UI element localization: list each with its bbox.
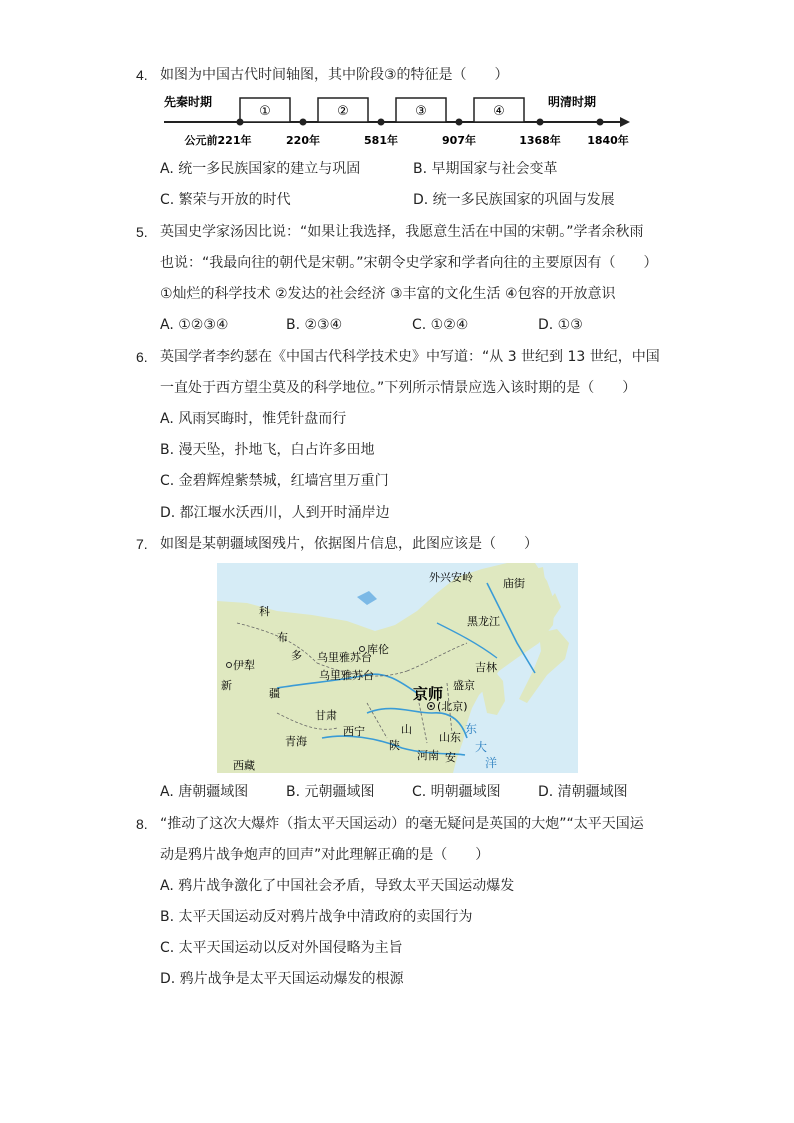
question-stem-line: 英国学者李约瑟在《中国古代科学技术史》中写道：“从 3 世纪到 13 世纪，中国 bbox=[160, 349, 660, 365]
option-a[interactable]: A. ①②③④ bbox=[160, 317, 229, 333]
map-label: (北京) bbox=[437, 700, 468, 713]
option-d[interactable]: D. ①③ bbox=[538, 317, 583, 333]
option-c[interactable]: C. 明朝疆域图 bbox=[412, 784, 501, 800]
map-label: 西藏 bbox=[233, 759, 255, 772]
map-label: 盛京 bbox=[453, 679, 475, 692]
question-number: 8. bbox=[136, 816, 148, 832]
timeline-diagram bbox=[160, 92, 635, 152]
map-label: 吉林 bbox=[475, 661, 497, 674]
map-label: 东 bbox=[465, 722, 478, 736]
stage-4: ④ bbox=[493, 104, 505, 119]
option-b[interactable]: B. 早期国家与社会变革 bbox=[413, 161, 558, 177]
option-c[interactable]: C. 太平天国运动以反对外国侵略为主旨 bbox=[160, 940, 403, 956]
option-d[interactable]: D. 都江堰水沃西川，人到开时涌岸边 bbox=[160, 505, 390, 521]
map-label: 山东 bbox=[439, 731, 461, 744]
question-number: 5. bbox=[136, 224, 148, 240]
question-stem-line: 一直处于西方望尘莫及的科学地位。”下列所示情景应选入该时期的是（ ） bbox=[160, 380, 637, 396]
map-label: 黑龙江 bbox=[467, 615, 500, 628]
option-a[interactable]: A. 鸦片战争激化了中国社会矛盾，导致太平天国运动爆发 bbox=[160, 878, 515, 894]
year-label: 公元前221年 bbox=[184, 134, 252, 147]
option-c[interactable]: C. 繁荣与开放的时代 bbox=[160, 192, 291, 208]
option-a[interactable]: A. 风雨冥晦时，惟凭针盘而行 bbox=[160, 411, 347, 427]
option-c[interactable]: C. 金碧辉煌紫禁城，红墙宫里万重门 bbox=[160, 473, 389, 489]
option-b[interactable]: B. 元朝疆域图 bbox=[286, 784, 375, 800]
map-label: 新 bbox=[221, 679, 232, 692]
year-label: 1368年 bbox=[519, 134, 561, 147]
option-b[interactable]: B. ②③④ bbox=[286, 317, 343, 333]
map-label: 疆 bbox=[269, 687, 280, 700]
map-label: 河南 bbox=[417, 749, 439, 762]
question-number: 4. bbox=[136, 67, 148, 83]
option-c[interactable]: C. ①②④ bbox=[412, 317, 469, 333]
map-label: 青海 bbox=[285, 735, 307, 748]
map-label: 科 bbox=[259, 605, 270, 618]
option-b[interactable]: B. 漫天坠，扑地飞，白占许多田地 bbox=[160, 442, 375, 458]
territory-map bbox=[217, 563, 578, 773]
question-stem: 如图是某朝疆域图残片，依据图片信息，此图应该是（ ） bbox=[160, 536, 538, 552]
year-label: 1840年 bbox=[587, 134, 629, 147]
map-label: 西宁 bbox=[343, 725, 365, 738]
year-label: 907年 bbox=[442, 134, 476, 147]
option-d[interactable]: D. 鸦片战争是太平天国运动爆发的根源 bbox=[160, 971, 404, 987]
map-label: 京师 bbox=[413, 685, 444, 703]
map-label: 库伦 bbox=[367, 643, 389, 656]
question-stem-line: ①灿烂的科学技术 ②发达的社会经济 ③丰富的文化生活 ④包容的开放意识 bbox=[160, 286, 616, 302]
option-a[interactable]: A. 统一多民族国家的建立与巩固 bbox=[160, 161, 361, 177]
map-label: 庙街 bbox=[503, 577, 525, 590]
option-b[interactable]: B. 太平天国运动反对鸦片战争中清政府的卖国行为 bbox=[160, 909, 473, 925]
option-d[interactable]: D. 统一多民族国家的巩固与发展 bbox=[413, 192, 615, 208]
map-label: 安 bbox=[445, 751, 456, 764]
stage-1: ① bbox=[259, 104, 271, 119]
map-label: 多 bbox=[291, 649, 302, 662]
stage-2: ② bbox=[337, 104, 349, 119]
question-stem-line: 也说：“我最向往的朝代是宋朝。”宋朝令史学家和学者向往的主要原因有（ ） bbox=[160, 255, 658, 271]
map-label: 洋 bbox=[485, 756, 498, 770]
map-label: 伊犁 bbox=[233, 659, 255, 672]
map-label: 甘肃 bbox=[315, 709, 337, 722]
map-label: 乌里雅苏台 bbox=[319, 669, 374, 682]
question-stem-line: 动是鸦片战争炮声的回声”对此理解正确的是（ ） bbox=[160, 847, 490, 863]
map-label: 外兴安岭 bbox=[429, 571, 473, 584]
map-label: 大 bbox=[475, 740, 488, 754]
year-label: 581年 bbox=[364, 134, 398, 147]
map-label: 布 bbox=[277, 631, 288, 644]
timeline-left-label: 先秦时期 bbox=[164, 95, 213, 109]
question-stem: 如图为中国古代时间轴图，其中阶段③的特征是（ ） bbox=[160, 67, 509, 83]
map-label: 陕 bbox=[389, 739, 400, 752]
map-label: 山 bbox=[401, 723, 412, 736]
timeline-right-label: 明清时期 bbox=[548, 95, 597, 109]
map-label: 乌里雅苏台 bbox=[317, 651, 372, 664]
question-stem-line: “推动了这次大爆炸（指太平天国运动）的毫无疑问是英国的大炮”“太平天国运 bbox=[160, 816, 644, 832]
option-a[interactable]: A. 唐朝疆域图 bbox=[160, 784, 249, 800]
year-label: 220年 bbox=[286, 134, 320, 147]
stage-3: ③ bbox=[415, 104, 427, 119]
question-stem-line: 英国史学家汤因比说：“如果让我选择，我愿意生活在中国的宋朝。”学者余秋雨 bbox=[160, 224, 644, 240]
arrow-icon bbox=[620, 117, 630, 127]
question-number: 6. bbox=[136, 349, 148, 365]
question-number: 7. bbox=[136, 536, 148, 552]
option-d[interactable]: D. 清朝疆域图 bbox=[538, 784, 628, 800]
